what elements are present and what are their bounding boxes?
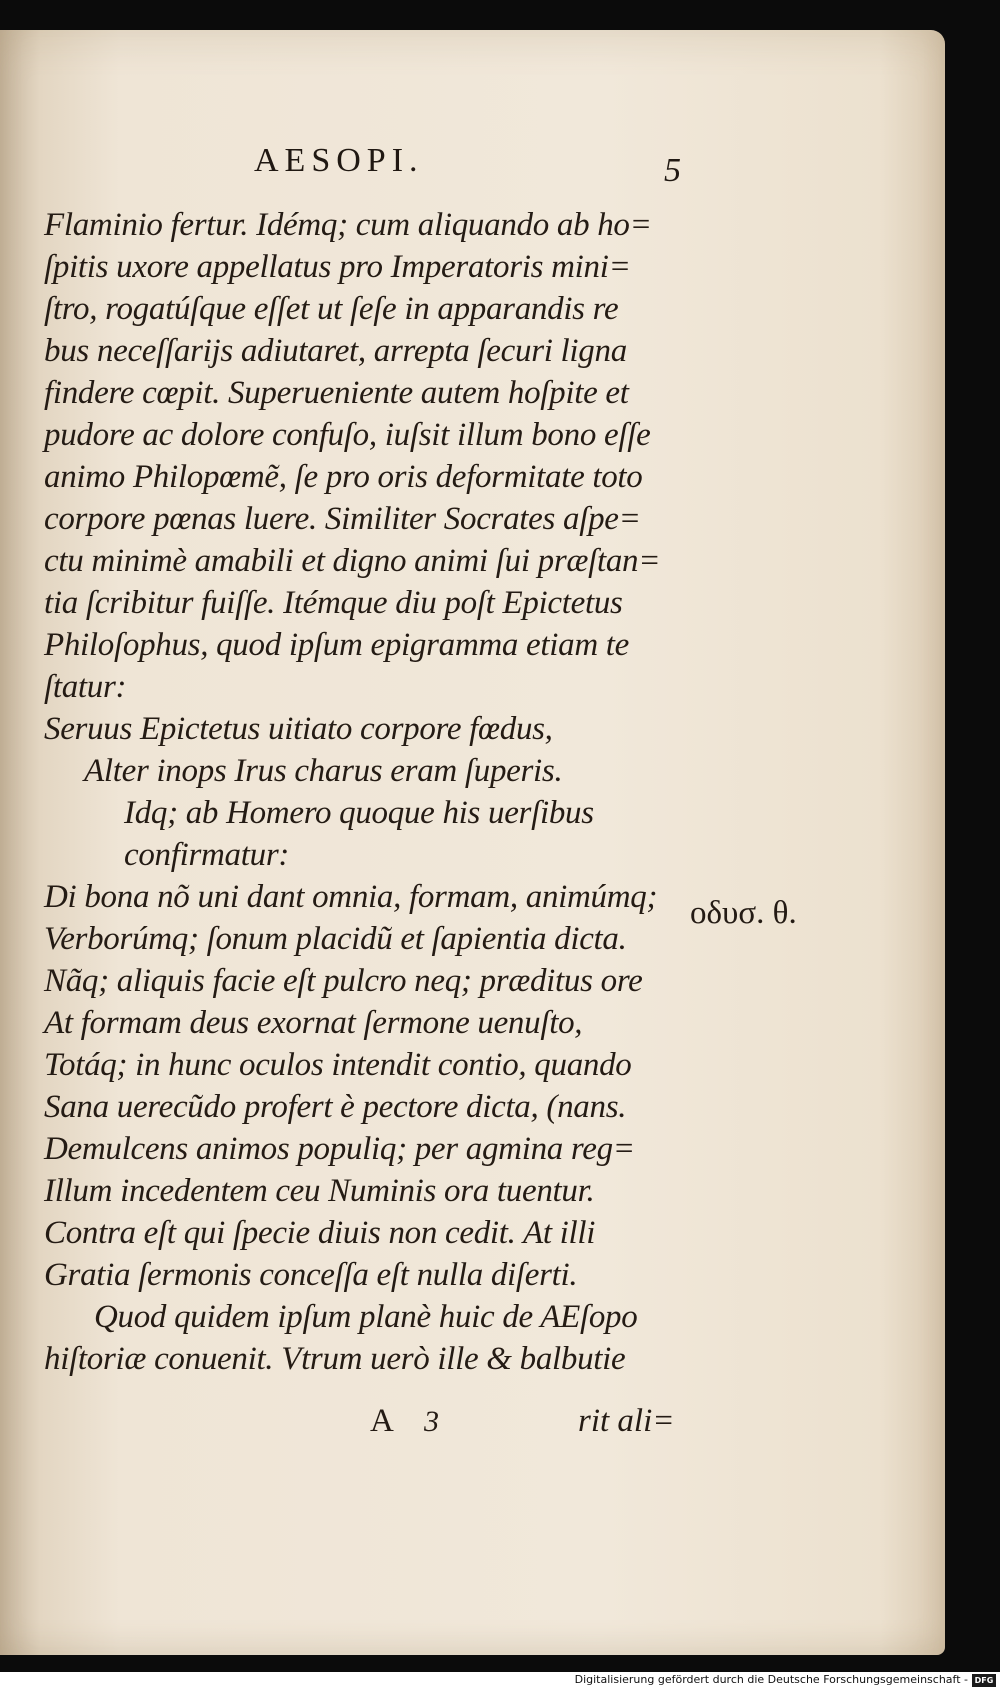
verse-line: Di bona nõ uni dant omnia, formam, animúmq; (44, 879, 658, 915)
text-line: pudore ac dolore confuſo, iuſsit illum bono eſſe (44, 417, 651, 453)
page-number: 5 (664, 152, 681, 189)
page-header (0, 142, 945, 192)
text-line: animo Philopœmẽ, ſe pro oris deformitate toto (44, 459, 643, 495)
text-line: Idq; ab Homero quoque his uerſibus (124, 795, 594, 831)
verse-line: Demulcens animos populiq; per agmina reg= (44, 1131, 635, 1167)
page-footer (44, 1403, 684, 1445)
body-text (44, 204, 684, 1380)
catchword: rit ali= (578, 1403, 675, 1439)
verse-line: Nãq; aliquis facie eſt pulcro neq; præditus ore (44, 963, 643, 999)
verse-line: Verborúmq; ſonum placidũ et ſapientia dicta. (44, 921, 627, 957)
verse-line: Totáq; in hunc oculos intendit contio, quando (44, 1047, 632, 1083)
verse-line: Contra eſt qui ſpecie diuis non cedit. At illi (44, 1215, 596, 1251)
signature-number: 3 (424, 1405, 439, 1438)
text-line: ſtatur: (44, 669, 127, 705)
verse-line: At formam deus exornat ſermone uenuſto, (44, 1005, 583, 1041)
text-line: confirmatur: (124, 837, 290, 873)
signature-mark: A (370, 1403, 394, 1439)
text-line: bus neceſſarijs adiutaret, arrepta ſecuri ligna (44, 333, 627, 369)
dfg-logo: DFG (972, 1674, 996, 1687)
verse-line: Alter inops Irus charus eram ſuperis. (84, 753, 563, 789)
text-line: ſtro, rogatúſque eſſet ut ſeſe in apparandis re (44, 291, 619, 327)
text-line: Quod quidem ipſum planè huic de AEſopo (94, 1299, 638, 1335)
running-head: AESOPI. (254, 142, 424, 179)
digitization-credit: Digitalisierung gefördert durch die Deutsche Forschungsgemeinschaft - (574, 1673, 968, 1686)
verse-line: Gratia ſermonis conceſſa eſt nulla diſerti. (44, 1257, 578, 1293)
text-line: Philoſophus, quod ipſum epigramma etiam te (44, 627, 630, 663)
verse-line: Illum incedentem ceu Numinis ora tuentur. (44, 1173, 595, 1209)
text-line: findere cœpit. Superueniente autem hoſpite et (44, 375, 629, 411)
text-line: Flaminio fertur. Idémq; cum aliquando ab ho= (44, 207, 652, 243)
marginal-note: οδυσ. θ. (690, 895, 797, 931)
text-line: tia ſcribitur fuiſſe. Itémque diu poſt Epictetus (44, 585, 623, 621)
text-line: ſpitis uxore appellatus pro Imperatoris mini= (44, 249, 631, 285)
book-page (0, 30, 945, 1655)
verse-line: Seruus Epictetus uitiato corpore fœdus, (44, 711, 553, 747)
text-line: ctu minimè amabili et digno animi ſui præſtan= (44, 543, 661, 579)
text-line: hiſtoriæ conuenit. Vtrum uerò ille & balbutie (44, 1341, 626, 1377)
text-line: corpore pœnas luere. Similiter Socrates aſpe= (44, 501, 641, 537)
verse-line: Sana uerecũdo profert è pectore dicta, (nans. (44, 1089, 627, 1125)
